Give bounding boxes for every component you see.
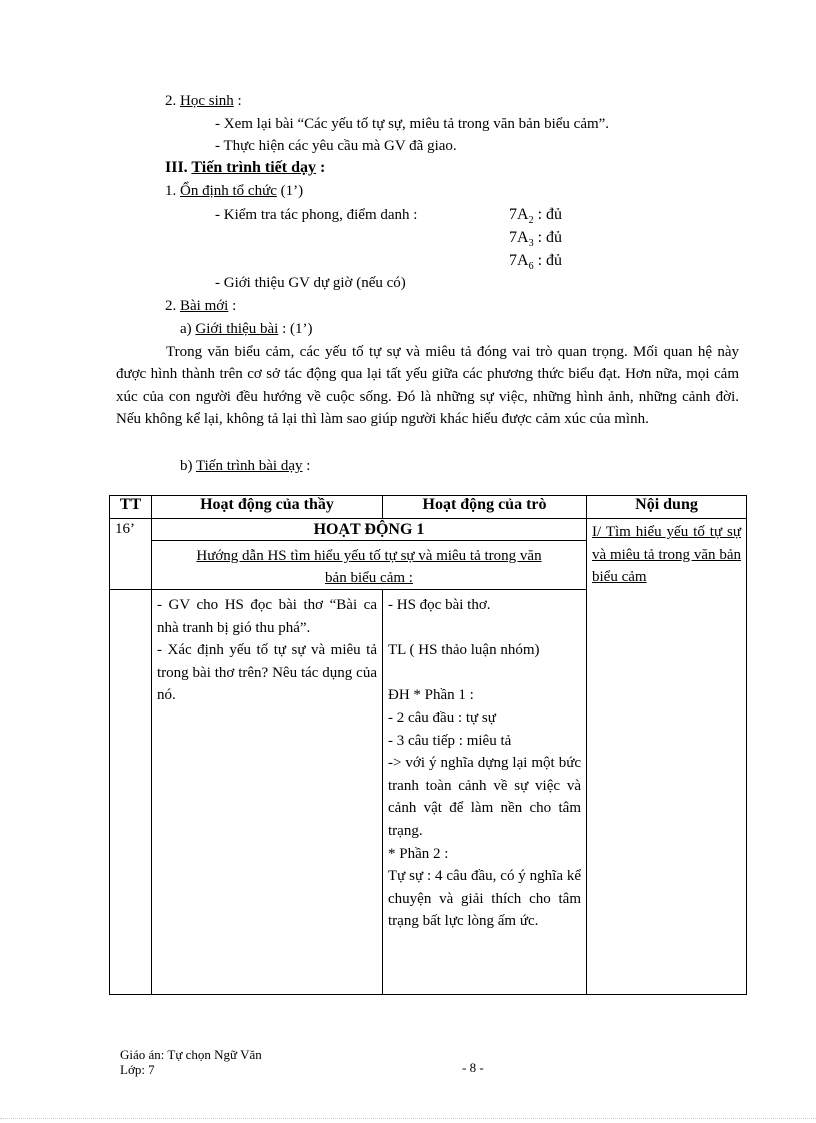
student-line: * Phần 2 : <box>388 845 449 862</box>
student-spacer <box>388 662 581 685</box>
intro-paragraph: Trong văn biểu cảm, các yếu tố tự sự và miêu tả đóng vai trò quan trọng. Mối quan hệ này được hình thành trên cơ sở tác động qua lại tất yếu giữa các phương thức biểu đạt. Hơn nữa, mọi cảm xúc của con người đều hướng về cuộc sống. Đó là những sự việc, những hình ảnh, những cảnh đời. Nếu không kể lại, không tả lại thì làm sao giúp người khác hiểu được cảm xúc của mình. <box>116 344 739 428</box>
student-line: - 2 câu đầu : tự sự <box>388 709 496 726</box>
class-7a2: $7A_2$ : đủ <box>509 206 563 227</box>
student-line: -> với ý nghĩa dựng lại một bức tranh toàn cảnh về sự việc và cảnh vật để làm nền cho tâm trạng. <box>388 755 581 839</box>
table-header-row <box>110 496 747 519</box>
header-teacher: Hoạt động của thầy <box>152 496 383 519</box>
student-line: - HS đọc bài thơ. <box>388 597 491 613</box>
header-student: Hoạt động của trò <box>383 496 587 519</box>
student-line: ĐH * Phần 1 : <box>388 687 474 704</box>
student-line: TL ( HS thảo luận nhóm) <box>388 642 540 659</box>
sub-a-heading: a) Giới thiệu bài : (1’) <box>180 321 313 337</box>
section-2-number: 2. <box>165 93 180 109</box>
activity-guide: Hướng dẫn HS tìm hiểu yếu tố tự sự và miêu tả trong văn bản biểu cảm : <box>196 548 542 586</box>
teacher-step-2: - Xác định yếu tố tự sự và miêu tả trong bài thơ trên? Nêu tác dụng của nó. <box>157 642 377 704</box>
page-number: - 8 - <box>462 1060 484 1075</box>
activity-row <box>110 519 747 590</box>
student-spacer <box>388 617 581 640</box>
student-task-1: - Xem lại bài “Các yếu tố tự sự, miêu tả trong văn bản biểu cảm”. <box>215 116 610 132</box>
footer-lesson-plan: Giáo án: Tự chọn Ngữ Văn <box>120 1047 262 1062</box>
student-line: - 3 câu tiếp : miêu tả <box>388 732 512 749</box>
guest-teacher-intro: - Giới thiệu GV dự giờ (nếu có) <box>215 275 406 291</box>
class-7a3: $7A_3$ : đủ <box>509 229 563 250</box>
teacher-activity-cell <box>152 590 383 995</box>
sub-b-heading: b) Tiến trình bài dạy : <box>180 458 311 474</box>
activity-title: HOẠT ĐỘNG 1 <box>152 519 586 541</box>
time-cell: 16’ <box>110 519 152 590</box>
footer-grade: Lớp: 7 <box>120 1062 155 1077</box>
attendance-check: - Kiểm tra tác phong, điểm danh : <box>215 207 418 223</box>
section-3-heading: III. Tiến trình tiết dạy : <box>165 159 326 176</box>
section-2-title: Học sinh <box>180 93 234 109</box>
student-activity-cell <box>383 590 587 995</box>
teacher-step-1: - GV cho HS đọc bài thơ “Bài ca nhà tranh bị gió thu phá”. <box>157 597 377 636</box>
empty-time-cell <box>110 590 152 995</box>
class-7a6: $7A_6$ : đủ <box>509 252 563 273</box>
header-content: Nội dung <box>587 496 747 519</box>
step-1-heading: 1. Ổn định tổ chức (1’) <box>165 183 304 199</box>
activity-header-cell <box>152 519 587 590</box>
header-tt: TT <box>110 496 152 519</box>
step-2-heading: 2. Bài mới : <box>165 298 237 314</box>
content-objective: I/ Tìm hiểu yếu tố tự sự và miêu tả trong văn bản biểu cảm <box>592 524 741 586</box>
lesson-table <box>109 495 747 995</box>
student-line: Tự sự : 4 câu đầu, có ý nghĩa kể chuyện và giải thích cho tâm trạng bất lực lòng ấm ức. <box>388 868 581 930</box>
page-border <box>0 1118 816 1119</box>
section-2-heading: 2. Học sinh : <box>165 93 242 109</box>
student-task-2: - Thực hiện các yêu cầu mà GV đã giao. <box>215 138 457 154</box>
content-cell <box>587 519 747 995</box>
